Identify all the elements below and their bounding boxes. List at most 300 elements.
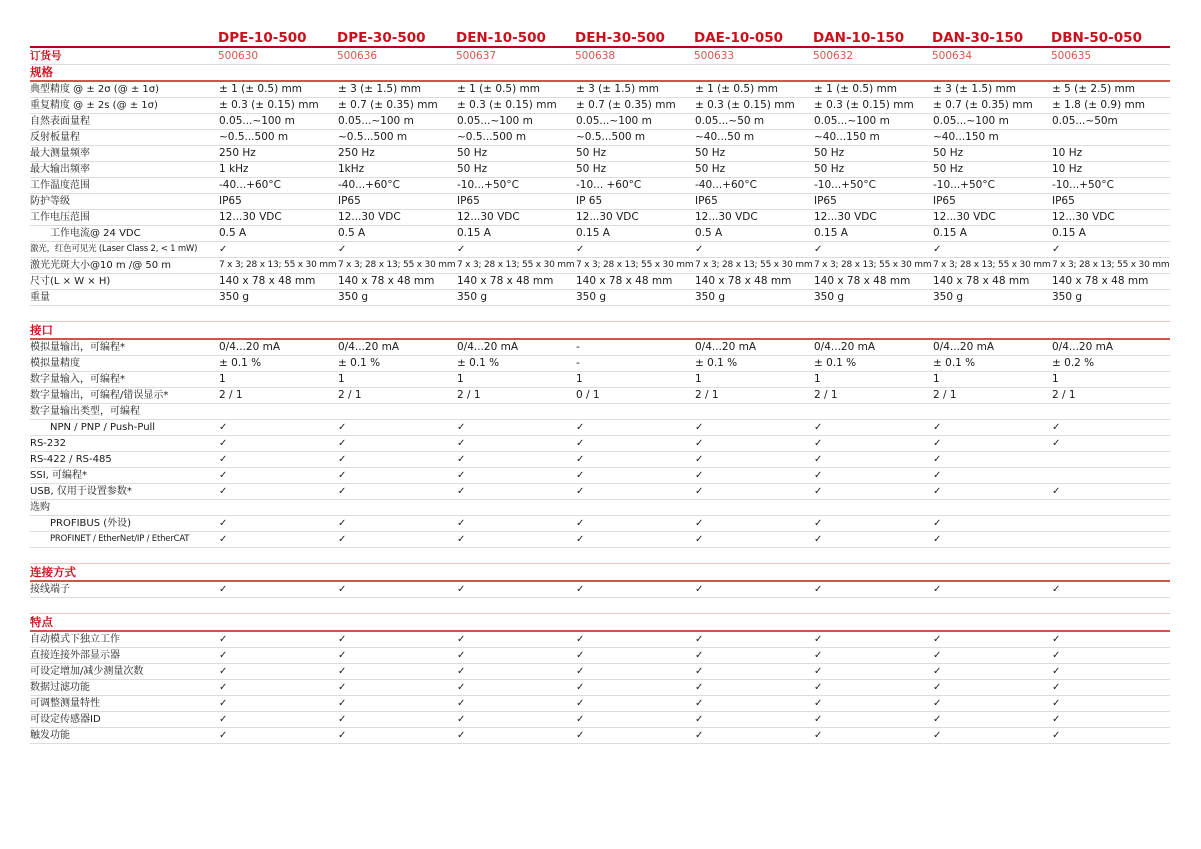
check-mark-icon: ✓ (814, 422, 823, 433)
spec-row (30, 258, 1170, 274)
spec-row (30, 98, 1170, 114)
spec-row (30, 468, 1170, 484)
row-label: 工作电流@ 24 VDC (50, 228, 141, 239)
check-mark-icon: ✓ (338, 534, 347, 545)
check-mark-icon: ✓ (457, 470, 466, 481)
check-mark-icon: ✓ (933, 244, 942, 255)
check-mark-icon: ✓ (814, 666, 823, 677)
cell-value: ± 0.7 (± 0.35) mm (933, 99, 1033, 111)
cell-value: ± 0.1 % (814, 357, 857, 369)
cell-value: 2 / 1 (457, 389, 481, 401)
cell-value: 0.5 A (695, 227, 723, 239)
cell-value: 350 g (219, 291, 250, 303)
cell-value: ± 1 (± 0.5) mm (695, 83, 778, 95)
check-mark-icon: ✓ (695, 534, 704, 545)
row-label: 尺寸(L × W × H) (30, 276, 111, 287)
check-mark-icon: ✓ (814, 730, 823, 741)
check-mark-icon: ✓ (338, 650, 347, 661)
check-mark-icon: ✓ (338, 454, 347, 465)
cell-value: 1 (1052, 373, 1059, 385)
spec-row (30, 436, 1170, 452)
check-mark-icon: ✓ (576, 698, 585, 709)
spec-row (30, 404, 1170, 420)
check-mark-icon: ✓ (457, 698, 466, 709)
check-mark-icon: ✓ (338, 486, 347, 497)
cell-value: ± 0.3 (± 0.15) mm (457, 99, 557, 111)
cell-value: 0.15 A (1052, 227, 1086, 239)
cell-value: 50 Hz (576, 147, 607, 159)
cell-value: ± 0.3 (± 0.15) mm (695, 99, 795, 111)
check-mark-icon: ✓ (576, 518, 585, 529)
check-mark-icon: ✓ (695, 422, 704, 433)
cell-value: -40...+60°C (219, 179, 281, 191)
cell-value: 1kHz (338, 163, 365, 175)
cell-value: 1 (814, 373, 821, 385)
cell-value: 140 x 78 x 48 mm (695, 275, 792, 287)
row-label: 模拟量输出，可编程* (30, 342, 125, 353)
check-mark-icon: ✓ (933, 422, 942, 433)
spec-row (30, 712, 1170, 728)
cell-value: 0 / 1 (576, 389, 600, 401)
cell-value: 1 (338, 373, 345, 385)
check-mark-icon: ✓ (695, 518, 704, 529)
cell-value: ~40...150 m (933, 131, 999, 143)
check-mark-icon: ✓ (457, 650, 466, 661)
cell-value: ± 1.8 (± 0.9) mm (1052, 99, 1145, 111)
cell-value: 12...30 VDC (338, 211, 401, 223)
row-label: 自然表面量程 (30, 116, 90, 127)
cell-value: 140 x 78 x 48 mm (576, 275, 673, 287)
cell-value: 12...30 VDC (1052, 211, 1115, 223)
spec-row (30, 114, 1170, 130)
cell-value: 1 kHz (219, 163, 249, 175)
cell-value: 50 Hz (933, 147, 964, 159)
cell-value: 12...30 VDC (814, 211, 877, 223)
check-mark-icon: ✓ (457, 682, 466, 693)
cell-value: 0.05...~50m (1052, 115, 1118, 127)
check-mark-icon: ✓ (576, 438, 585, 449)
check-mark-icon: ✓ (219, 698, 228, 709)
order-number-value: 500637 (456, 50, 497, 62)
row-label: 接线端子 (30, 584, 70, 595)
check-mark-icon: ✓ (576, 634, 585, 645)
spec-row (30, 632, 1170, 648)
check-mark-icon: ✓ (1052, 486, 1061, 497)
row-label: NPN / PNP / Push-Pull (50, 422, 156, 433)
spec-row (30, 356, 1170, 372)
cell-value: 1 (219, 373, 226, 385)
row-label: 自动模式下独立工作 (30, 634, 120, 645)
spec-row (30, 146, 1170, 162)
cell-value: IP65 (933, 195, 956, 207)
column-header-model: DAN-30-150 (932, 31, 1024, 46)
check-mark-icon: ✓ (933, 650, 942, 661)
cell-value: 350 g (695, 291, 726, 303)
row-label: 重量 (30, 292, 50, 303)
section-title: 特点 (30, 613, 1170, 632)
spec-row (30, 484, 1170, 500)
spec-row (30, 452, 1170, 468)
row-label: 典型精度 @ ± 2σ (@ ± 1σ) (30, 84, 160, 95)
row-label: SSI, 可编程* (30, 470, 88, 481)
spec-row (30, 210, 1170, 226)
check-mark-icon: ✓ (338, 682, 347, 693)
cell-value: ~40...50 m (695, 131, 755, 143)
cell-value: 0/4...20 mA (219, 341, 281, 353)
cell-value: IP65 (338, 195, 361, 207)
check-mark-icon: ✓ (338, 438, 347, 449)
check-mark-icon: ✓ (219, 438, 228, 449)
cell-value: -10...+50°C (1052, 179, 1114, 191)
column-header-model: DAN-10-150 (813, 31, 905, 46)
check-mark-icon: ✓ (814, 698, 823, 709)
cell-value: ± 0.3 (± 0.15) mm (814, 99, 914, 111)
check-mark-icon: ✓ (219, 486, 228, 497)
check-mark-icon: ✓ (457, 714, 466, 725)
check-mark-icon: ✓ (933, 666, 942, 677)
check-mark-icon: ✓ (1052, 698, 1061, 709)
cell-value: 50 Hz (695, 147, 726, 159)
check-mark-icon: ✓ (457, 584, 466, 595)
row-label: 触发功能 (30, 730, 70, 741)
check-mark-icon: ✓ (814, 438, 823, 449)
row-label: 反射板量程 (30, 132, 80, 143)
check-mark-icon: ✓ (1052, 650, 1061, 661)
row-label: 模拟量精度 (30, 358, 80, 369)
cell-value: 0/4...20 mA (933, 341, 995, 353)
check-mark-icon: ✓ (219, 682, 228, 693)
cell-value: 50 Hz (457, 163, 488, 175)
column-header-model: DEN-10-500 (456, 31, 546, 46)
row-label: 数字量输入，可编程* (30, 374, 125, 385)
check-mark-icon: ✓ (1052, 244, 1061, 255)
cell-value: ~0.5...500 m (576, 131, 646, 143)
cell-value: 50 Hz (814, 147, 845, 159)
row-label: PROFINET / EtherNet/IP / EtherCAT (50, 534, 190, 544)
row-label: 激光，红色可见光 (Laser Class 2, < 1 mW) (30, 244, 198, 254)
column-header-model: DPE-30-500 (337, 31, 426, 46)
cell-value: 50 Hz (457, 147, 488, 159)
check-mark-icon: ✓ (933, 470, 942, 481)
check-mark-icon: ✓ (338, 666, 347, 677)
check-mark-icon: ✓ (576, 666, 585, 677)
cell-value: 2 / 1 (695, 389, 719, 401)
order-number-value: 500634 (932, 50, 973, 62)
cell-value: IP65 (814, 195, 837, 207)
check-mark-icon: ✓ (457, 730, 466, 741)
check-mark-icon: ✓ (219, 634, 228, 645)
cell-value: 0/4...20 mA (338, 341, 400, 353)
check-mark-icon: ✓ (695, 438, 704, 449)
check-mark-icon: ✓ (338, 634, 347, 645)
row-label: 选购 (30, 502, 50, 513)
check-mark-icon: ✓ (576, 584, 585, 595)
cell-value: ± 0.1 % (933, 357, 976, 369)
cell-value: 12...30 VDC (219, 211, 282, 223)
cell-value: ± 0.2 % (1052, 357, 1095, 369)
cell-value: 12...30 VDC (457, 211, 520, 223)
cell-value: 0.05...~50 m (695, 115, 765, 127)
check-mark-icon: ✓ (219, 714, 228, 725)
cell-value: 50 Hz (576, 163, 607, 175)
product-comparison-table (30, 26, 1170, 744)
cell-value: 0.05...~100 m (933, 115, 1009, 127)
check-mark-icon: ✓ (338, 518, 347, 529)
check-mark-icon: ✓ (814, 518, 823, 529)
check-mark-icon: ✓ (695, 666, 704, 677)
cell-value: 250 Hz (219, 147, 256, 159)
cell-value: 0.15 A (814, 227, 848, 239)
row-label: 可设定传感器ID (30, 714, 101, 725)
spec-row (30, 680, 1170, 696)
check-mark-icon: ✓ (814, 634, 823, 645)
row-label: 数字量输出，可编程/错误显示* (30, 390, 169, 401)
check-mark-icon: ✓ (1052, 666, 1061, 677)
cell-value: ± 0.7 (± 0.35) mm (338, 99, 438, 111)
cell-value: -40...+60°C (695, 179, 757, 191)
cell-value: 350 g (338, 291, 369, 303)
cell-value: 10 Hz (1052, 163, 1083, 175)
check-mark-icon: ✓ (814, 714, 823, 725)
cell-value: 0.05...~100 m (457, 115, 533, 127)
section-title: 连接方式 (30, 563, 1170, 582)
check-mark-icon: ✓ (576, 714, 585, 725)
row-label: 数字量输出类型，可编程 (30, 406, 140, 417)
check-mark-icon: ✓ (814, 486, 823, 497)
spec-row (30, 194, 1170, 210)
cell-value: - (576, 357, 580, 369)
cell-value: 350 g (814, 291, 845, 303)
cell-value: 0.05...~100 m (338, 115, 414, 127)
cell-value: 350 g (1052, 291, 1083, 303)
cell-value: 140 x 78 x 48 mm (933, 275, 1030, 287)
column-header-model: DAE-10-050 (694, 31, 784, 46)
order-number-value: 500630 (218, 50, 259, 62)
check-mark-icon: ✓ (219, 244, 228, 255)
cell-value: 7 x 3; 28 x 13; 55 x 30 mm (457, 260, 575, 270)
row-label: 可设定增加/减少测量次数 (30, 666, 144, 677)
check-mark-icon: ✓ (814, 682, 823, 693)
order-number-value: 500633 (694, 50, 735, 62)
cell-value: ± 0.7 (± 0.35) mm (576, 99, 676, 111)
check-mark-icon: ✓ (219, 470, 228, 481)
cell-value: ± 1 (± 0.5) mm (814, 83, 897, 95)
check-mark-icon: ✓ (457, 518, 466, 529)
cell-value: 7 x 3; 28 x 13; 55 x 30 mm (338, 260, 456, 270)
cell-value: 1 (933, 373, 940, 385)
spec-row (30, 500, 1170, 516)
spec-row (30, 648, 1170, 664)
cell-value: -10...+50°C (814, 179, 876, 191)
cell-value: 2 / 1 (1052, 389, 1076, 401)
cell-value: IP65 (219, 195, 242, 207)
check-mark-icon: ✓ (457, 634, 466, 645)
cell-value: 0.15 A (457, 227, 491, 239)
cell-value: 0.5 A (338, 227, 366, 239)
row-label: RS-422 / RS-485 (30, 454, 112, 465)
check-mark-icon: ✓ (1052, 584, 1061, 595)
check-mark-icon: ✓ (219, 422, 228, 433)
cell-value: ± 5 (± 2.5) mm (1052, 83, 1135, 95)
row-label: 直接连接外部显示器 (30, 650, 120, 661)
spec-row (30, 388, 1170, 404)
check-mark-icon: ✓ (695, 714, 704, 725)
cell-value: 0.15 A (576, 227, 610, 239)
check-mark-icon: ✓ (1052, 422, 1061, 433)
spec-row (30, 728, 1170, 744)
column-header-model: DEH-30-500 (575, 31, 665, 46)
cell-value: 50 Hz (814, 163, 845, 175)
check-mark-icon: ✓ (695, 584, 704, 595)
check-mark-icon: ✓ (457, 666, 466, 677)
check-mark-icon: ✓ (219, 650, 228, 661)
spec-row (30, 290, 1170, 306)
row-label: 可调整测量特性 (30, 698, 100, 709)
cell-value: 0.15 A (933, 227, 967, 239)
row-label: 最大测量频率 (30, 148, 90, 159)
check-mark-icon: ✓ (576, 682, 585, 693)
check-mark-icon: ✓ (457, 486, 466, 497)
check-mark-icon: ✓ (338, 244, 347, 255)
cell-value: 0.05...~100 m (576, 115, 652, 127)
spec-row (30, 162, 1170, 178)
row-label: 最大输出频率 (30, 164, 90, 175)
order-number-value: 500636 (337, 50, 378, 62)
check-mark-icon: ✓ (1052, 714, 1061, 725)
row-label: USB, 仅用于设置参数* (30, 486, 132, 497)
cell-value: 0.05...~100 m (219, 115, 295, 127)
cell-value: ~0.5...500 m (219, 131, 289, 143)
cell-value: 10 Hz (1052, 147, 1083, 159)
cell-value: 2 / 1 (338, 389, 362, 401)
check-mark-icon: ✓ (576, 470, 585, 481)
cell-value: 2 / 1 (814, 389, 838, 401)
check-mark-icon: ✓ (814, 584, 823, 595)
cell-value: 1 (457, 373, 464, 385)
order-number-value: 500632 (813, 50, 854, 62)
check-mark-icon: ✓ (814, 534, 823, 545)
section-title: 接口 (30, 321, 1170, 340)
spec-row (30, 340, 1170, 356)
check-mark-icon: ✓ (457, 422, 466, 433)
cell-value: 0/4...20 mA (457, 341, 519, 353)
spec-row (30, 696, 1170, 712)
cell-value: 140 x 78 x 48 mm (814, 275, 911, 287)
cell-value: 0/4...20 mA (814, 341, 876, 353)
cell-value: ± 0.1 % (695, 357, 738, 369)
cell-value: ± 0.1 % (338, 357, 381, 369)
cell-value: ~0.5...500 m (457, 131, 527, 143)
check-mark-icon: ✓ (219, 666, 228, 677)
check-mark-icon: ✓ (576, 486, 585, 497)
cell-value: IP65 (1052, 195, 1075, 207)
cell-value: 140 x 78 x 48 mm (338, 275, 435, 287)
cell-value: ± 1 (± 0.5) mm (219, 83, 302, 95)
check-mark-icon: ✓ (695, 454, 704, 465)
cell-value: -10...+50°C (457, 179, 519, 191)
cell-value: 0/4...20 mA (695, 341, 757, 353)
order-number-value: 500638 (575, 50, 616, 62)
cell-value: 2 / 1 (219, 389, 243, 401)
row-label: PROFIBUS (外设) (50, 518, 132, 529)
cell-value: IP65 (695, 195, 718, 207)
spec-row (30, 130, 1170, 146)
check-mark-icon: ✓ (338, 584, 347, 595)
cell-value: 350 g (576, 291, 607, 303)
cell-value: 1 (695, 373, 702, 385)
spec-row (30, 178, 1170, 194)
spec-row (30, 664, 1170, 680)
check-mark-icon: ✓ (695, 730, 704, 741)
check-mark-icon: ✓ (695, 634, 704, 645)
check-mark-icon: ✓ (933, 714, 942, 725)
cell-value: ± 3 (± 1.5) mm (576, 83, 659, 95)
check-mark-icon: ✓ (1052, 682, 1061, 693)
check-mark-icon: ✓ (933, 438, 942, 449)
cell-value: 0.05...~100 m (814, 115, 890, 127)
check-mark-icon: ✓ (219, 534, 228, 545)
cell-value: 7 x 3; 28 x 13; 55 x 30 mm (695, 260, 813, 270)
cell-value: 2 / 1 (933, 389, 957, 401)
check-mark-icon: ✓ (576, 454, 585, 465)
check-mark-icon: ✓ (933, 534, 942, 545)
row-label: 激光光斑大小@10 m /@ 50 m (30, 260, 172, 271)
cell-value: 140 x 78 x 48 mm (457, 275, 554, 287)
check-mark-icon: ✓ (576, 650, 585, 661)
cell-value: ± 0.1 % (457, 357, 500, 369)
cell-value: 12...30 VDC (695, 211, 758, 223)
cell-value: 1 (576, 373, 583, 385)
row-label: 重复精度 @ ± 2s (@ ± 1σ) (30, 100, 158, 111)
check-mark-icon: ✓ (933, 584, 942, 595)
spec-row (30, 516, 1170, 532)
cell-value: 140 x 78 x 48 mm (219, 275, 316, 287)
cell-value: - (576, 341, 580, 353)
row-label: 工作温度范围 (30, 180, 90, 191)
check-mark-icon: ✓ (695, 470, 704, 481)
cell-value: ~0.5...500 m (338, 131, 408, 143)
check-mark-icon: ✓ (933, 486, 942, 497)
check-mark-icon: ✓ (814, 650, 823, 661)
spec-row (30, 582, 1170, 598)
cell-value: 7 x 3; 28 x 13; 55 x 30 mm (814, 260, 932, 270)
cell-value: 50 Hz (933, 163, 964, 175)
cell-value: 7 x 3; 28 x 13; 55 x 30 mm (576, 260, 694, 270)
spec-row (30, 82, 1170, 98)
cell-value: 350 g (933, 291, 964, 303)
check-mark-icon: ✓ (338, 714, 347, 725)
check-mark-icon: ✓ (457, 454, 466, 465)
check-mark-icon: ✓ (338, 422, 347, 433)
check-mark-icon: ✓ (457, 534, 466, 545)
spec-row (30, 420, 1170, 436)
check-mark-icon: ✓ (1052, 438, 1061, 449)
check-mark-icon: ✓ (814, 454, 823, 465)
check-mark-icon: ✓ (933, 730, 942, 741)
row-label: 防护等级 (30, 196, 70, 207)
row-label: 工作电压范围 (30, 212, 90, 223)
check-mark-icon: ✓ (338, 730, 347, 741)
spec-row (30, 274, 1170, 290)
check-mark-icon: ✓ (933, 682, 942, 693)
column-header-model: DBN-50-050 (1051, 31, 1142, 46)
cell-value: 50 Hz (695, 163, 726, 175)
check-mark-icon: ✓ (933, 698, 942, 709)
order-number-value: 500635 (1051, 50, 1092, 62)
models-header-row (30, 26, 1170, 48)
check-mark-icon: ✓ (576, 422, 585, 433)
spec-row (30, 372, 1170, 388)
